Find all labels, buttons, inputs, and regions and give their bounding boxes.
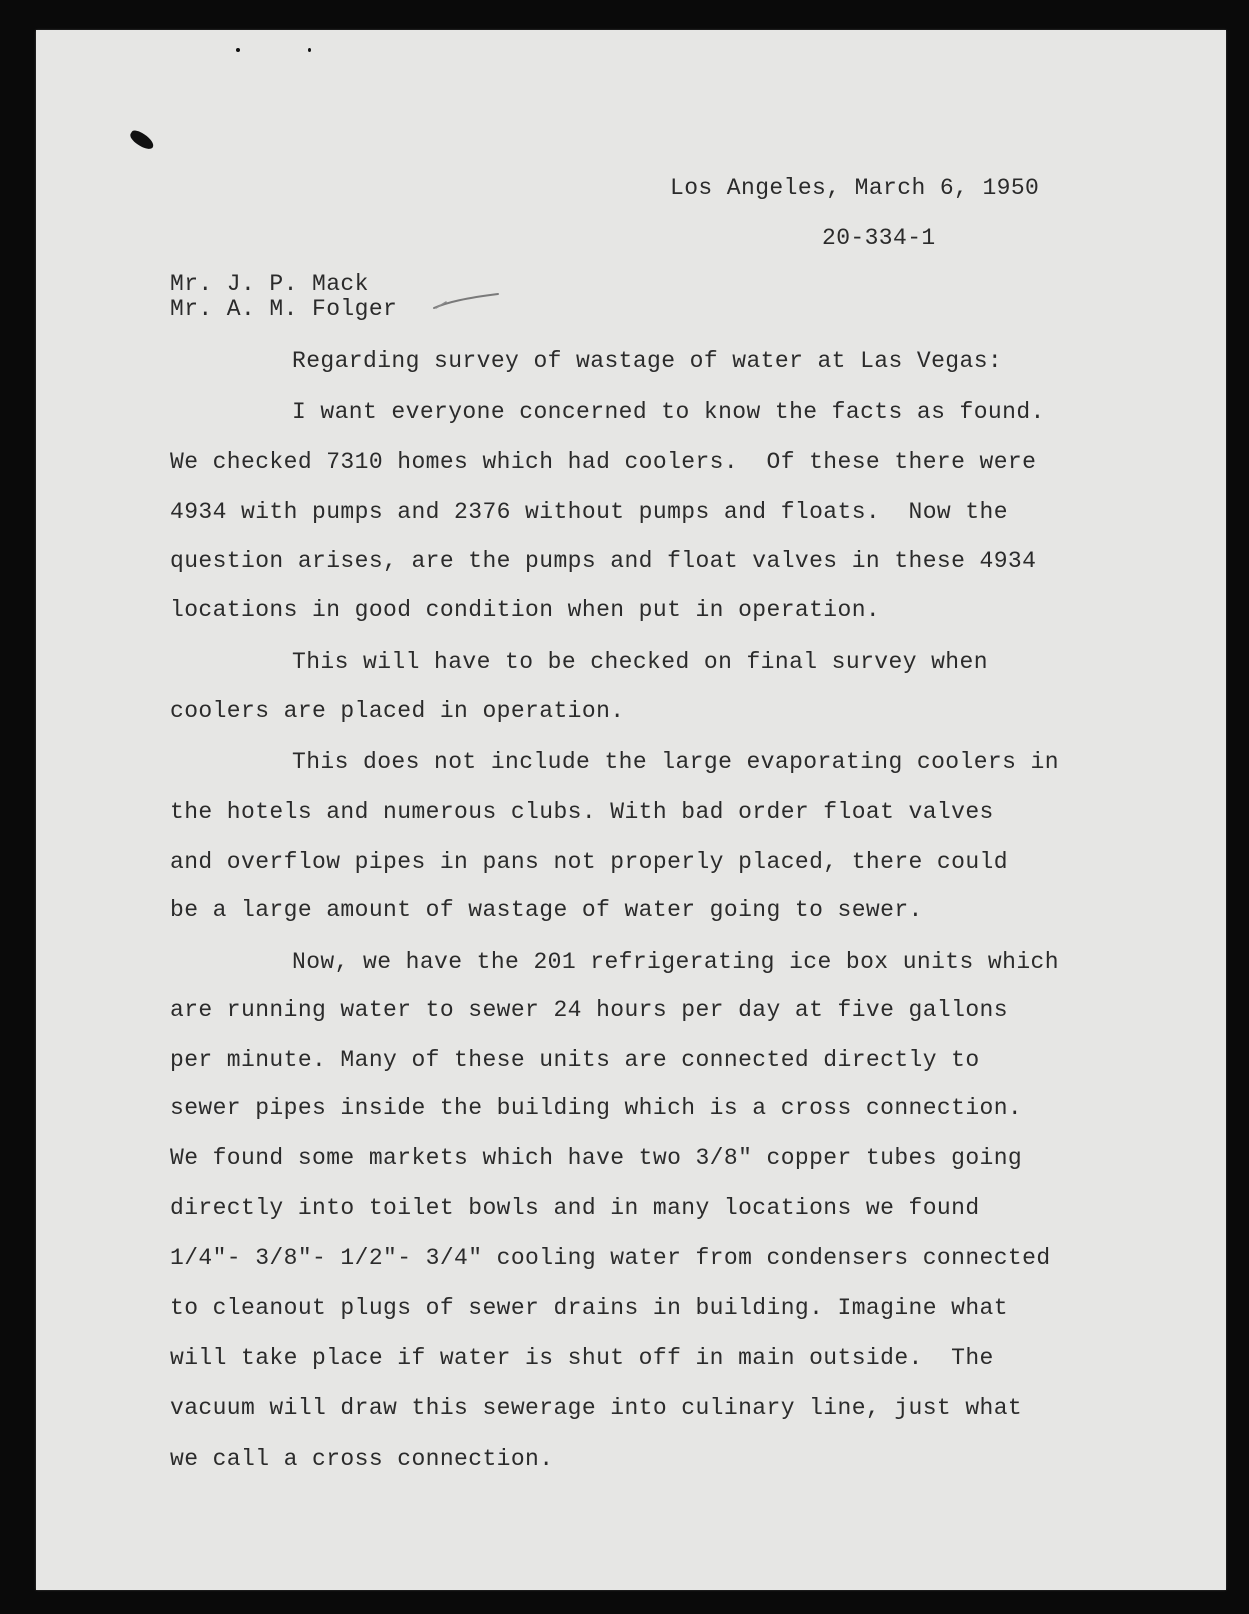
paper-speck-1 xyxy=(236,48,240,52)
body-line: directly into toilet bowls and in many locations we found xyxy=(170,1195,980,1221)
body-line: will take place if water is shut off in main outside. The xyxy=(170,1345,994,1371)
body-line: question arises, are the pumps and float valves in these 4934 xyxy=(170,548,1037,574)
body-line: and overflow pipes in pans not properly placed, there could xyxy=(170,849,1008,875)
subject-line: Regarding survey of wastage of water at Las Vegas: xyxy=(292,348,1003,374)
body-line: I want everyone concerned to know the facts as found. xyxy=(292,399,1045,425)
body-line: We checked 7310 homes which had coolers. Of these there were xyxy=(170,449,1037,475)
body-line: be a large amount of wastage of water going to sewer. xyxy=(170,897,923,923)
body-line: 1/4"- 3/8"- 1/2"- 3/4" cooling water from condensers connected xyxy=(170,1245,1051,1271)
body-line: 4934 with pumps and 2376 without pumps and floats. Now the xyxy=(170,499,1008,525)
body-line: locations in good condition when put in operation. xyxy=(170,597,881,623)
pencil-check-mark xyxy=(432,288,504,314)
body-line: This does not include the large evaporating coolers in xyxy=(292,749,1059,775)
file-number: 20-334-1 xyxy=(822,225,936,251)
recipient-2: Mr. A. M. Folger xyxy=(170,296,398,322)
body-line: the hotels and numerous clubs. With bad order float valves xyxy=(170,799,994,825)
paper-speck-2 xyxy=(308,48,311,52)
body-line: coolers are placed in operation. xyxy=(170,698,625,724)
body-line: Now, we have the 201 refrigerating ice box units which xyxy=(292,949,1059,975)
body-line: are running water to sewer 24 hours per day at five gallons xyxy=(170,997,1008,1023)
body-line: This will have to be checked on final survey when xyxy=(292,649,988,675)
body-line: per minute. Many of these units are connected directly to xyxy=(170,1047,980,1073)
place-date: Los Angeles, March 6, 1950 xyxy=(670,175,1040,201)
body-line: to cleanout plugs of sewer drains in building. Imagine what xyxy=(170,1295,1008,1321)
recipient-1: Mr. J. P. Mack xyxy=(170,271,369,297)
torn-mark xyxy=(128,128,156,152)
body-line: we call a cross connection. xyxy=(170,1446,554,1472)
body-line: sewer pipes inside the building which is a cross connection. xyxy=(170,1095,1023,1121)
body-line: We found some markets which have two 3/8" copper tubes going xyxy=(170,1145,1023,1171)
body-line: vacuum will draw this sewerage into culinary line, just what xyxy=(170,1395,1023,1421)
